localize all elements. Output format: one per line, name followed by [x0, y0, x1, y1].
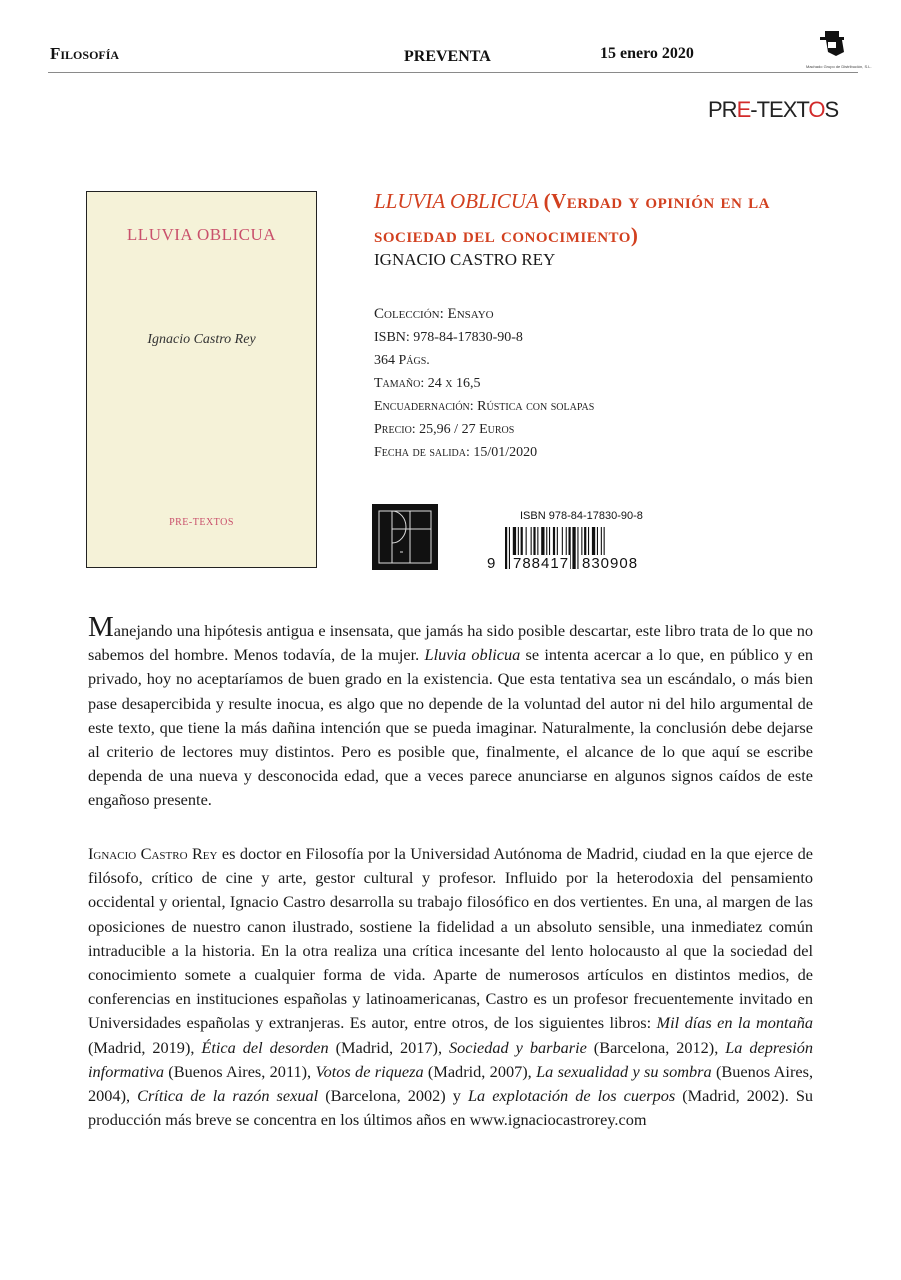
detail-isbn: ISBN: 978-84-17830-90-8 — [374, 330, 523, 345]
publisher-logo — [708, 97, 838, 123]
drop-cap: M — [88, 611, 114, 643]
barcode-bar — [572, 527, 575, 569]
text-segment: (Barcelona, 2002) y — [318, 1086, 468, 1106]
section-label: Filosofía — [50, 44, 120, 63]
text-segment: se intenta acercar a lo que, en público y en privado, hoy no aceptaríamos de buen grado en la existencia. Que esta tentativa sea un escándalo, o más bien pase desapercibida y resulte inocua, es algo que no depende de la voluntad del autor ni del hilo argumental de este texto, que tiene la más dañina intención que se pueda imaginar. Naturalmente, la conclusión debe dejarse al criterio de lectores muy distintos. Pero es posible que, finalmente, el alcance de lo que aquí se escribe dependa de una nueva y desconocida edad, que a veces parece anunciarse en algunos signos caídos de este engañoso presente. — [88, 645, 813, 810]
book-title-ref: Sociedad y barbarie — [449, 1037, 587, 1057]
book-title-ref: Ética del desorden — [201, 1037, 329, 1057]
header-divider — [48, 72, 858, 73]
text-segment: (Madrid, 2002). Su producción más breve se concentra en los últimos años en www.ignaciocastrorey.com — [88, 1086, 814, 1130]
cover-title: LLUVIA OBLICUA — [126, 225, 277, 244]
book-title-ref: Mil días en la montaña — [656, 1013, 813, 1033]
barcode-digits-2: 830908 — [582, 555, 639, 572]
detail-price: Precio: 25,96 / 27 Euros — [374, 422, 515, 437]
distributor-caption: Machado Grupo de Distribución, S.L. — [806, 64, 872, 69]
title-main: LLUVIA OBLICUA — [374, 189, 539, 213]
book-details — [374, 303, 594, 464]
text-segment: (Buenos Aires, 2011), — [163, 1061, 316, 1081]
book-cover — [86, 191, 317, 568]
text-segment: (Madrid, 2007), — [423, 1061, 537, 1081]
book-description — [88, 611, 813, 813]
barcode-digits-1: 788417 — [513, 555, 570, 572]
text-segment: (Barcelona, 2012), — [586, 1037, 726, 1057]
author-biography — [88, 842, 813, 1132]
logo-text: S — [824, 97, 839, 122]
cover-author: Ignacio Castro Rey — [147, 332, 256, 347]
release-date: 15 enero 2020 — [600, 45, 694, 62]
title-subtitle: (Verdad y opinión en la sociedad del conocimiento) — [374, 189, 770, 247]
detail-release-date: Fecha de salida: 15/01/2020 — [374, 445, 538, 460]
pretextos-emblem — [372, 504, 438, 570]
barcode-digit-lead: 9 — [487, 555, 497, 572]
logo-text: E — [736, 97, 751, 122]
hat-man-icon — [814, 28, 850, 58]
distributor-logo — [806, 28, 872, 69]
book-title-ref: Crítica de la razón sexual — [137, 1086, 319, 1106]
text-segment: (Madrid, 2019), — [88, 1037, 202, 1057]
status-label: PREVENTA — [404, 48, 491, 65]
book-title-ref: La explotación de los cuerpos — [467, 1086, 676, 1106]
barcode-bar — [509, 527, 510, 569]
barcode-bar — [505, 527, 507, 569]
text-segment: Ignacio Castro Rey — [88, 844, 218, 863]
detail-binding: Encuadernación: Rústica con solapas — [374, 399, 595, 414]
detail-size: Tamaño: 24 x 16,5 — [374, 376, 481, 391]
detail-collection: Colección: Ensayo — [374, 306, 494, 322]
book-title-ref: Votos de riqueza — [315, 1061, 424, 1081]
text-segment: es doctor en Filosofía por la Universidad Autónoma de Madrid, ciudad en la que ejerce de filósofo, crítico de cine y arte, gestor cultural y profesor. Influido por la heterodoxia del pensamiento occidental y oriental, Ignacio Castro desarrolla su trabajo filosófico en dos vertientes. En una, al margen de las oposiciones de nuestro canon ilustrado, sostiene la fidelidad a un absoluto sensible, una inmediatez común intraducible a la historia. En la otra realiza una crítica incesante del lento holocausto al que la sociedad del conocimiento somete a cualquier forma de vida. Aparte de numerosos artículos en distintos medios, de conferencias en instituciones españolas y latinoamericanas, Castro es un profesor frecuentemente invitado en Universidades españolas y extranjeras. Es autor, entre otros, de los siguientes libros: — [88, 844, 813, 1033]
book-title — [374, 184, 854, 252]
barcode-bar — [577, 527, 578, 569]
barcode-isbn-label: ISBN 978-84-17830-90-8 — [520, 510, 643, 522]
logo-text: PR — [708, 97, 737, 122]
book-title-ref: La sexualidad y su sombra — [536, 1061, 712, 1081]
text-segment: (Madrid, 2017), — [328, 1037, 450, 1057]
text-segment: (Buenos Aires, 2004), — [88, 1061, 814, 1106]
text-segment: anejando una hipótesis antigua e insensata, que jamás ha sido posible descartar, este libro trata de lo que no sabemos del hombre. Menos todavía, de la mujer. — [88, 621, 813, 665]
book-title-ref: La depresión informativa — [88, 1037, 814, 1081]
book-title-ref: Lluvia oblicua — [424, 645, 521, 665]
detail-pages: 364 Págs. — [374, 353, 430, 368]
cover-publisher: PRE-TEXTOS — [169, 517, 234, 528]
book-author: IGNACIO CASTRO REY — [374, 250, 556, 269]
logo-text: O — [808, 97, 825, 122]
logo-text: -TEXT — [750, 97, 809, 122]
